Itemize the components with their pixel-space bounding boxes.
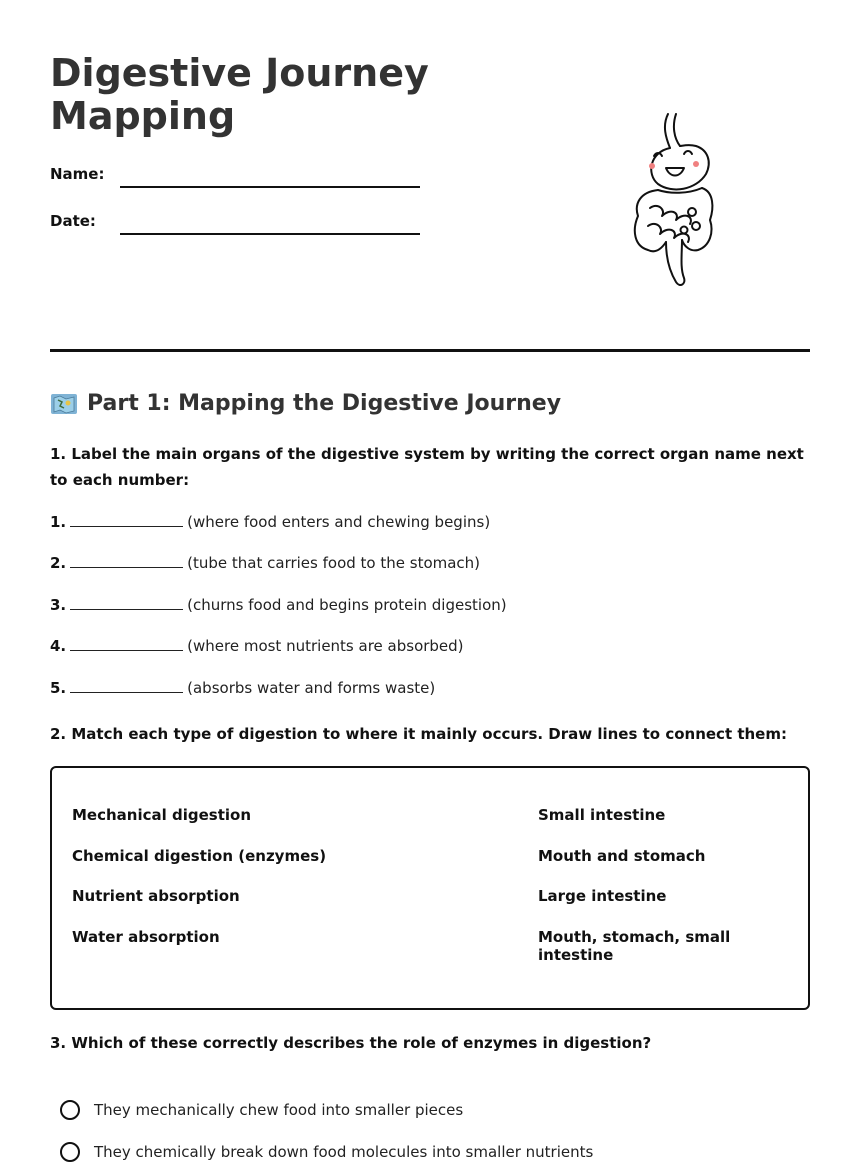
matching-box[interactable] — [50, 766, 810, 1010]
label-item-hint: (absorbs water and forms waste) — [187, 679, 436, 697]
match-left-item[interactable]: Nutrient absorption — [72, 887, 240, 905]
section-heading-part1 — [50, 388, 561, 420]
answer-option-1[interactable] — [60, 1097, 463, 1123]
label-item-number: 3. — [50, 596, 67, 614]
answer-option-label: They mechanically chew food into smaller pieces — [94, 1101, 464, 1119]
matching-left-column — [72, 806, 326, 968]
label-blank-1[interactable] — [70, 512, 183, 527]
label-item-number: 2. — [50, 554, 67, 572]
date-label: Date: — [50, 212, 96, 230]
label-item-number: 5. — [50, 679, 67, 697]
label-blank-2[interactable] — [70, 553, 183, 568]
date-input-line[interactable] — [120, 233, 420, 235]
match-left-item[interactable]: Mechanical digestion — [72, 806, 252, 824]
section-heading-text: Part 1: Mapping the Digestive Journey — [87, 391, 562, 416]
label-item-2 — [50, 553, 480, 572]
label-item-hint: (where most nutrients are absorbed) — [187, 637, 464, 655]
question-2-text: 2. Match each type of digestion to where it mainly occurs. Draw lines to connect them: — [50, 725, 787, 743]
header-divider — [50, 349, 810, 352]
map-icon — [50, 392, 78, 416]
label-item-hint: (where food enters and chewing begins) — [187, 513, 491, 531]
label-item-hint: (tube that carries food to the stomach) — [187, 554, 481, 572]
match-left-item[interactable]: Water absorption — [72, 927, 220, 946]
match-right-item[interactable]: Small intestine — [538, 806, 666, 824]
name-label: Name: — [50, 165, 105, 183]
label-item-number: 4. — [50, 637, 67, 655]
radio-button[interactable] — [60, 1100, 80, 1120]
answer-option-2[interactable] — [60, 1139, 593, 1165]
title-line-1: Digestive Journey — [50, 51, 429, 95]
label-blank-5[interactable] — [70, 678, 183, 693]
question-3-text: 3. Which of these correctly describes the role of enzymes in digestion? — [50, 1034, 652, 1052]
cartoon-digestive-system-icon — [610, 108, 730, 293]
answer-option-label: They chemically break down food molecules into smaller nutrients — [94, 1143, 594, 1161]
name-field — [50, 162, 430, 192]
label-item-number: 1. — [50, 513, 67, 531]
name-input-line[interactable] — [120, 186, 420, 188]
label-blank-3[interactable] — [70, 595, 183, 610]
title-line-2: Mapping — [50, 94, 236, 138]
label-item-4 — [50, 636, 464, 655]
match-right-item[interactable]: Large intestine — [538, 887, 667, 905]
matching-right-column — [538, 806, 808, 968]
label-item-5 — [50, 678, 435, 697]
label-item-hint: (churns food and begins protein digestion) — [187, 596, 507, 614]
page-title — [50, 52, 470, 138]
radio-button[interactable] — [60, 1142, 80, 1162]
label-item-1 — [50, 512, 490, 531]
date-field — [50, 209, 430, 239]
label-item-3 — [50, 595, 507, 614]
question-1-text: 1. Label the main organs of the digestive system by writing the correct organ name next to each number: — [50, 445, 804, 489]
label-blank-4[interactable] — [70, 636, 183, 651]
match-left-item[interactable]: Chemical digestion (enzymes) — [72, 846, 327, 865]
match-right-item[interactable]: Mouth and stomach — [538, 846, 706, 865]
match-right-item[interactable]: Mouth, stomach, small intestine — [538, 927, 731, 964]
